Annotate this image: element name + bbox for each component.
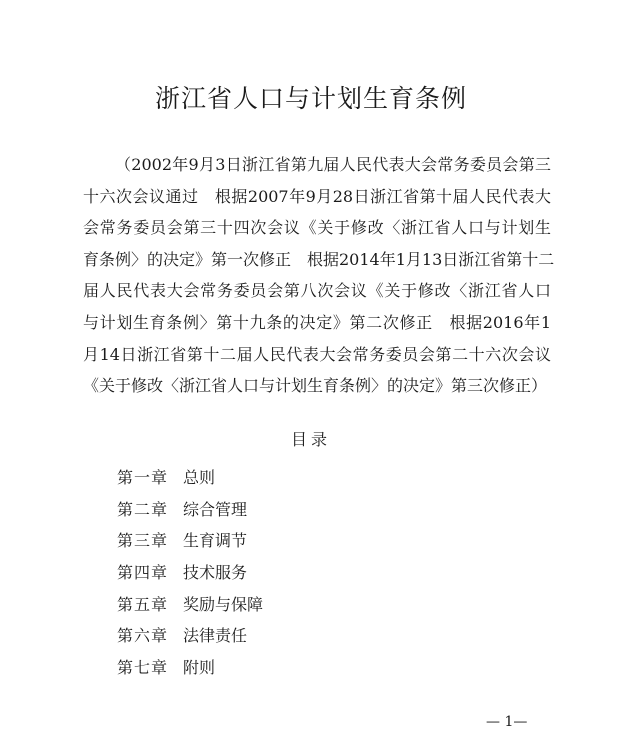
toc-chapter-number: 第七章: [117, 658, 169, 678]
toc-chapter-title: 法律责任: [183, 626, 248, 646]
toc-chapter-number: 第五章: [117, 594, 169, 614]
preamble-line: 与计划生育条例〉第十九条的决定》第二次修正 根据2016年1: [83, 312, 551, 332]
toc-chapter-title: 生育调节: [183, 531, 248, 551]
table-of-contents: [117, 462, 263, 684]
toc-item: [117, 557, 263, 589]
toc-chapter-number: 第一章: [117, 468, 169, 487]
preamble-line: 《关于修改〈浙江省人口与计划生育条例〉的决定》第三次修正）: [83, 376, 548, 396]
toc-item: [117, 462, 263, 494]
preamble: [83, 149, 555, 402]
toc-title: 目录: [290, 430, 331, 449]
toc-chapter-title: 技术服务: [183, 563, 248, 583]
preamble-line: 届人民代表大会常务委员会第八次会议《关于修改〈浙江省人口: [83, 281, 551, 301]
toc-item: [117, 525, 263, 557]
preamble-line: （2002年9月3日浙江省第九届人民代表大会常务委员会第三: [115, 155, 551, 174]
document-title: 浙江省人口与计划生育条例: [154, 84, 467, 113]
toc-item: [117, 652, 263, 684]
preamble-line: 会常务委员会第三十四次会议《关于修改〈浙江省人口与计划生: [83, 218, 551, 238]
toc-chapter-title: 总则: [183, 468, 216, 487]
toc-chapter-number: 第四章: [117, 563, 169, 583]
toc-chapter-number: 第三章: [117, 531, 169, 551]
preamble-line: 月14日浙江省第十二届人民代表大会常务委员会第二十六次会议: [83, 344, 551, 364]
preamble-line: 育条例〉的决定》第一次修正 根据2014年1月13日浙江省第十二: [83, 249, 555, 269]
toc-chapter-title: 综合管理: [183, 499, 248, 519]
toc-chapter-number: 第六章: [117, 626, 169, 646]
toc-chapter-title: 奖励与保障: [183, 594, 264, 614]
preamble-line: 十六次会议通过 根据2007年9月28日浙江省第十届人民代表大: [83, 186, 551, 206]
toc-chapter-title: 附则: [183, 658, 216, 678]
toc-chapter-number: 第二章: [117, 499, 169, 519]
toc-item: [117, 620, 263, 652]
toc-item: [117, 494, 263, 526]
page-number: — 1—: [486, 714, 528, 730]
toc-item: [117, 589, 263, 621]
